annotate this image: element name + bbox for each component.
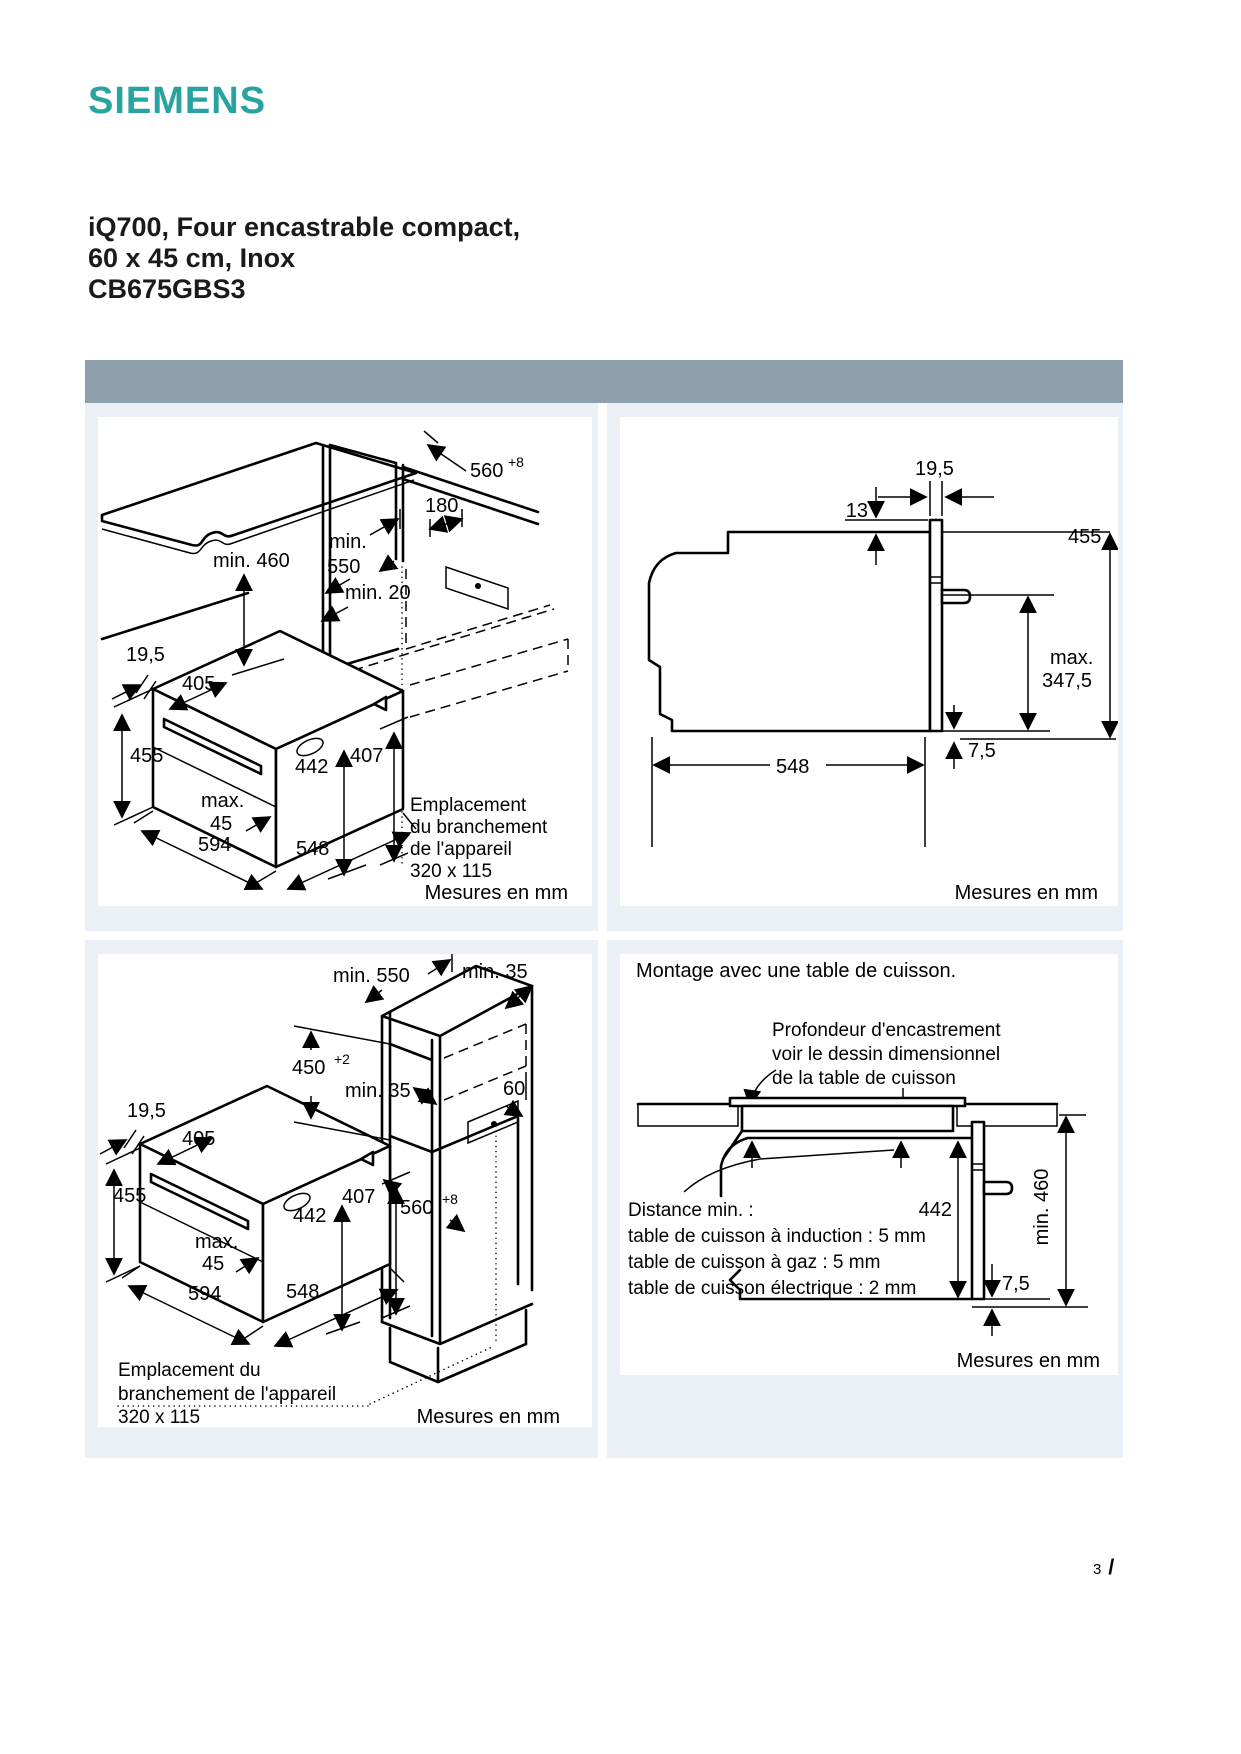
- dim-label-442: 442: [293, 1205, 327, 1227]
- note-connection-line3: 320 x 115: [118, 1407, 201, 1427]
- dim-label-347-5: 347,5: [1042, 670, 1093, 692]
- product-title-line1: iQ700, Four encastrable compact,: [88, 212, 521, 242]
- diagram-oven-side-section: [620, 417, 1118, 906]
- note-connection-line2: du branchement: [410, 817, 548, 838]
- dim-arrow-min550-down: [366, 990, 382, 1002]
- dim-label-min35-mid: min. 35: [345, 1080, 411, 1102]
- section-header-bar: [85, 360, 1123, 403]
- dim-label-594: 594: [188, 1283, 222, 1305]
- countertop-slab: [102, 443, 416, 546]
- worktop-left-hatch: [638, 1104, 738, 1126]
- units-label: Mesures en mm: [424, 882, 568, 904]
- note-connection-line1: Emplacement: [410, 795, 527, 816]
- cabinet-base: [382, 1304, 532, 1382]
- dim-arrow-560: [428, 445, 466, 471]
- dim-label-max: max.: [201, 790, 245, 812]
- dim-label-min-word: min.: [329, 531, 367, 553]
- note-connection-line4: 320 x 115: [410, 861, 493, 882]
- dim-label-550: 550: [327, 556, 361, 578]
- units-label: Mesures en mm: [956, 1350, 1100, 1372]
- product-title: [88, 212, 520, 305]
- diagram-card: [620, 954, 1118, 1375]
- dim-label-7-5: 7,5: [1002, 1273, 1030, 1295]
- page-number: 3: [1093, 1561, 1102, 1578]
- dim-label-max: max.: [195, 1231, 239, 1253]
- dim-label-442: 442: [918, 1199, 952, 1221]
- panel-installation-base-cabinet: [85, 403, 598, 931]
- note-depth-line3: de la table de cuisson: [772, 1068, 956, 1089]
- dim-label-560-sup: +8: [508, 454, 524, 470]
- oven-front-frame: [972, 1122, 984, 1299]
- dim-label-min550: min. 550: [333, 965, 410, 987]
- dim-label-7-5: 7,5: [968, 740, 996, 762]
- dim-label-455: 455: [130, 745, 164, 767]
- distance-note-line1: Distance min. :: [628, 1200, 754, 1221]
- note-depth-line1: Profondeur d'encastrement: [772, 1020, 1001, 1041]
- cabinet-verticals: [382, 986, 532, 1342]
- dim-arrow-min550-up: [428, 960, 450, 974]
- distance-note-line4: table de cuisson électrique : 2 mm: [628, 1278, 917, 1299]
- dim-label-442: 442: [295, 756, 329, 778]
- countertop-edge: [102, 480, 414, 554]
- diagram-card: [98, 954, 592, 1427]
- page-footer: [1093, 1556, 1114, 1580]
- dim-label-405: 405: [182, 673, 216, 695]
- dim-label-13: 13: [845, 500, 868, 522]
- dim-label-450: 450: [292, 1057, 326, 1079]
- page-number-separator: /: [1108, 1556, 1115, 1579]
- mounting-lug: [942, 590, 970, 603]
- dim-label-min460: min. 460: [1031, 1168, 1053, 1246]
- panel-installation-tall-cabinet: [85, 940, 598, 1458]
- note-connection-line3: de l'appareil: [410, 839, 512, 860]
- connection-dot: [475, 583, 481, 589]
- dim-label-450-sup: +2: [334, 1051, 350, 1067]
- dim-arrow-min20: [322, 607, 348, 621]
- dim-label-560: 560: [400, 1197, 434, 1219]
- diagram-card: [620, 417, 1118, 906]
- dim-label-180: 180: [425, 495, 459, 517]
- dim-label-max: max.: [1050, 647, 1094, 669]
- dim-label-407: 407: [342, 1186, 376, 1208]
- panel-title: Montage avec une table de cuisson.: [636, 960, 957, 982]
- diagram-base-cabinet-isometric: [98, 417, 592, 906]
- dim-label-594: 594: [198, 834, 232, 856]
- oven-front-frame: [930, 520, 942, 731]
- dim-label-455: 455: [1068, 526, 1102, 548]
- dim-label-min460: min. 460: [213, 550, 290, 572]
- dim-arrow-min550-up: [370, 519, 398, 535]
- siemens-logo: SIEMENS: [88, 80, 267, 122]
- dim-label-min20: min. 20: [345, 582, 411, 604]
- panel-side-section: [607, 403, 1123, 931]
- dim-label-19-5: 19,5: [127, 1100, 166, 1122]
- dim-label-560: 560: [470, 460, 504, 482]
- dim-line-180: [430, 519, 462, 529]
- dim-label-45: 45: [202, 1253, 225, 1275]
- leader-distance: [684, 1150, 894, 1192]
- dim-label-60: 60: [503, 1078, 526, 1100]
- dim-label-548: 548: [776, 756, 810, 778]
- oven-top-profile: [721, 1131, 972, 1196]
- units-label: Mesures en mm: [954, 882, 1098, 904]
- distance-note-line3: table de cuisson à gaz : 5 mm: [628, 1252, 881, 1273]
- dim-label-19-5: 19,5: [126, 644, 165, 666]
- dim-label-560-sup: +8: [442, 1191, 458, 1207]
- diagram-tall-cabinet-isometric: [98, 954, 592, 1427]
- dim-arrow-560-down: [450, 1220, 464, 1231]
- note-connection-line2: branchement de l'appareil: [118, 1384, 337, 1405]
- note-connection-line1: Emplacement du: [118, 1360, 261, 1381]
- panel-hob-mounting: [607, 940, 1123, 1458]
- dim-label-548: 548: [286, 1281, 320, 1303]
- dim-label-407: 407: [350, 745, 384, 767]
- dim-label-45: 45: [210, 813, 233, 835]
- diagram-hob-mounting-section: [620, 954, 1118, 1375]
- mounting-lug: [984, 1182, 1012, 1194]
- dim-label-548: 548: [296, 838, 330, 860]
- dim-label-19-5: 19,5: [915, 458, 954, 480]
- distance-note-line2: table de cuisson à induction : 5 mm: [628, 1226, 926, 1247]
- diagram-card: [98, 417, 592, 906]
- units-label: Mesures en mm: [416, 1406, 560, 1427]
- dim-label-405: 405: [182, 1128, 216, 1150]
- dim-arrow-60: [506, 1106, 522, 1116]
- product-title-line3: CB675GBS3: [88, 274, 246, 304]
- oven-body-profile: [649, 532, 930, 731]
- dim-label-455: 455: [113, 1185, 147, 1207]
- note-depth-line2: voir le dessin dimensionnel: [772, 1044, 1001, 1065]
- dim-label-min35-top: min. 35: [462, 961, 528, 983]
- product-title-line2: 60 x 45 cm, Inox: [88, 243, 296, 273]
- dim-arrow-19-5: [100, 1140, 126, 1154]
- hob-body: [742, 1106, 953, 1131]
